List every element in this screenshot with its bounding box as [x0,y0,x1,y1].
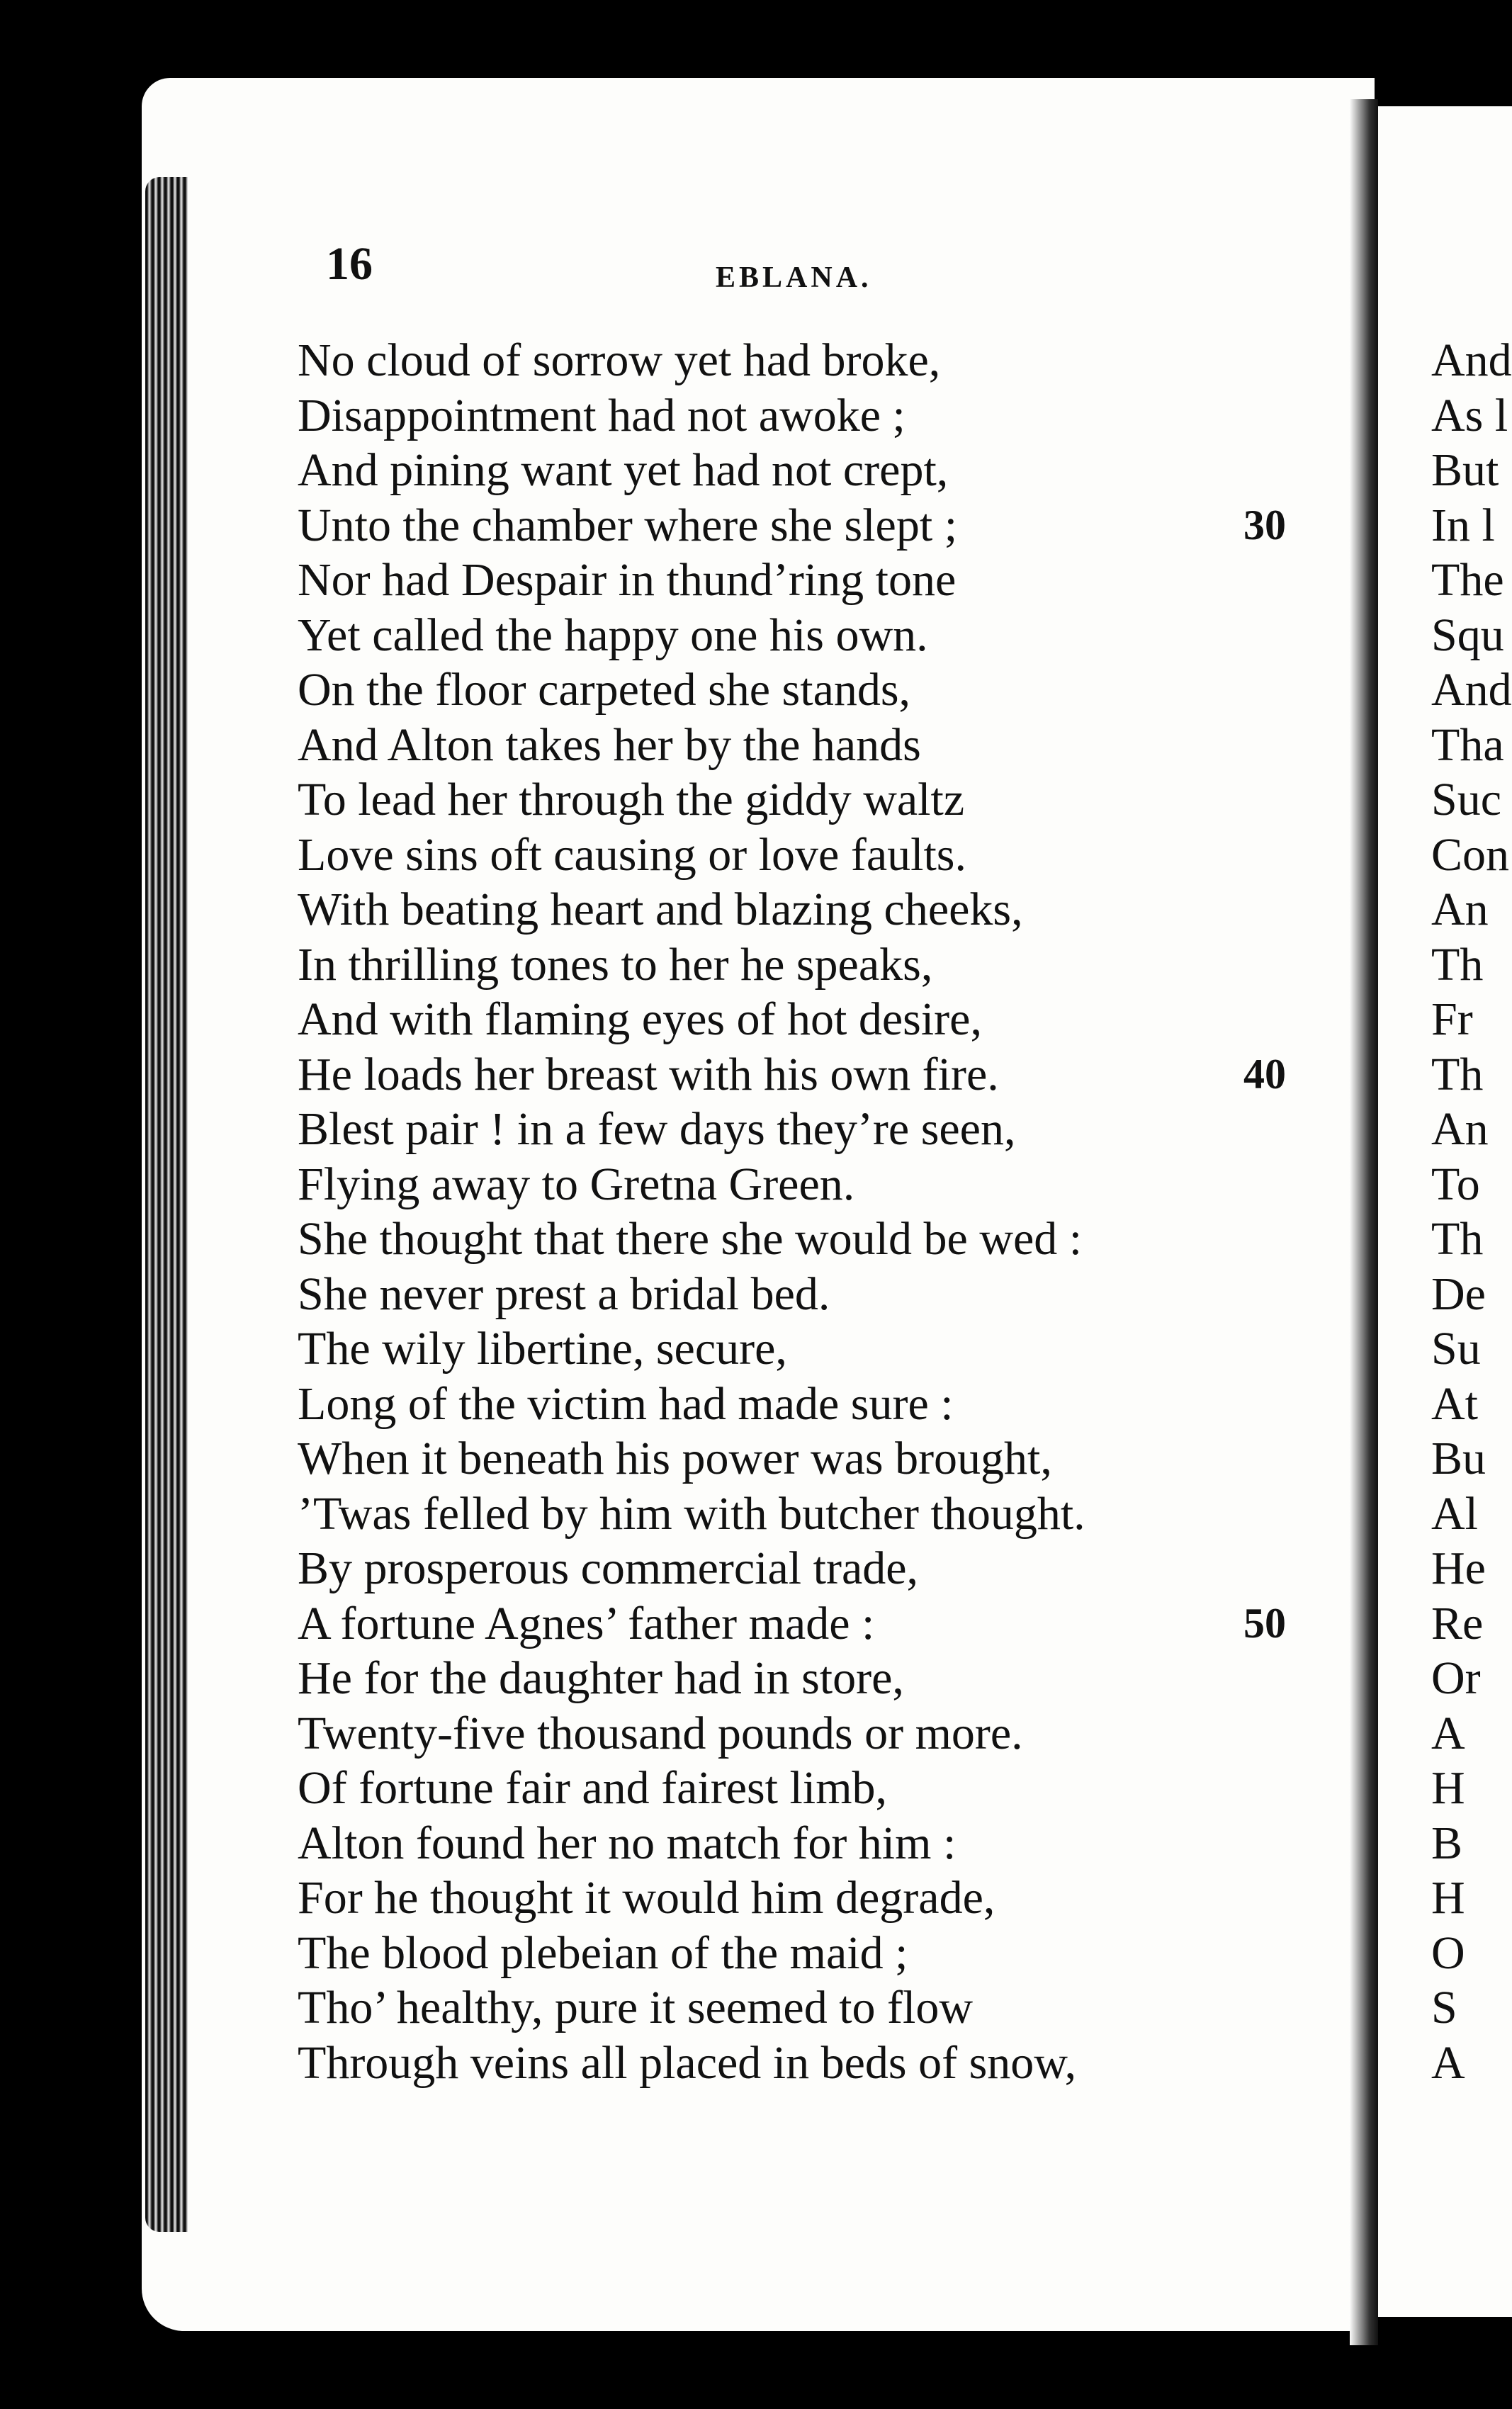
facing-page-line: Squ [1431,609,1504,661]
poem-line: For he thought it would him degrade, [298,1872,995,1924]
line-number: 30 [1243,501,1286,548]
poem-line: She never prest a bridal bed. [298,1268,830,1320]
poem-line: By prosperous commercial trade, [298,1542,919,1594]
page-fore-edges [145,177,188,2232]
poem-line: Twenty-five thousand pounds or more. [298,1707,1023,1759]
poem-line: And pining want yet had not crept, [298,444,949,496]
poem-line: No cloud of sorrow yet had broke, [298,334,941,386]
facing-page-line: An [1431,1103,1489,1155]
poem-line: Love sins oft causing or love faults. [298,828,966,881]
poem-line: Yet called the happy one his own. [298,609,928,661]
poem-line: To lead her through the giddy waltz [298,774,965,825]
poem-line: With beating heart and blazing cheeks, [298,884,1023,935]
poem-line: The blood plebeian of the maid ; [298,1926,908,1979]
page-number: 16 [326,238,373,290]
running-head: EBLANA. [716,261,872,294]
facing-page-text [1431,333,1512,2090]
poem-line: Tho’ healthy, pure it seemed to flow [298,1982,974,2033]
book-gutter [1350,99,1378,2345]
poem-line: ’Twas felled by him with butcher thought. [298,1487,1085,1540]
poem-line: And Alton takes her by the hands [298,718,921,771]
facing-page-line: Tha [1431,718,1504,771]
poem-line: Through veins all placed in beds of snow, [298,2036,1077,2089]
poem-line: Flying away to Gretna Green. [298,1158,855,1210]
facing-page-line: Th [1431,1048,1484,1100]
poem-line: Alton found her no match for him : [298,1817,957,1869]
facing-page-line: Th [1431,1213,1484,1265]
poem-line: Disappointment had not awoke ; [298,389,905,441]
facing-page-line: In l [1431,499,1495,551]
facing-page-line: An [1431,884,1489,935]
facing-page-line: Or [1431,1652,1481,1704]
facing-page-line: Suc [1431,774,1501,825]
poem-line: Long of the victim had made sure : [298,1377,954,1430]
facing-page-line: Con [1431,828,1510,881]
facing-page-line: At [1431,1377,1478,1430]
poem-text [298,333,1290,2090]
facing-page-line: And [1431,664,1512,716]
facing-page-line: To [1431,1158,1480,1210]
facing-page-line: De [1431,1268,1486,1320]
poem-line: Unto the chamber where she slept ; [298,499,958,551]
facing-page-line: H [1431,1762,1465,1814]
line-number: 40 [1243,1050,1286,1098]
facing-page-line: Su [1431,1323,1481,1375]
facing-page-line: B [1431,1817,1463,1869]
facing-page-line: The [1431,554,1504,606]
poem-line: And with flaming eyes of hot desire, [298,993,982,1045]
poem-line: A fortune Agnes’ father made : [298,1597,875,1649]
poem-line: Nor had Despair in thund’ring tone [298,554,957,606]
poem-line: When it beneath his power was brought, [298,1433,1052,1484]
facing-page-line: Bu [1431,1433,1486,1484]
facing-page-line: Re [1431,1597,1484,1649]
facing-page-line: A [1431,1707,1465,1759]
poem-line: Blest pair ! in a few days they’re seen, [298,1103,1016,1155]
facing-page-line: As l [1431,389,1508,441]
facing-page-line: H [1431,1872,1465,1924]
facing-page-line: Fr [1431,993,1473,1045]
poem-line: In thrilling tones to her he speaks, [298,938,933,991]
facing-page-line: A [1431,2036,1465,2089]
poem-line: She thought that there she would be wed : [298,1213,1083,1265]
facing-page-line: But [1431,444,1499,496]
line-number: 50 [1243,1599,1286,1647]
poem-line: He for the daughter had in store, [298,1652,904,1704]
facing-page-line: He [1431,1542,1486,1594]
facing-page-line: Th [1431,938,1484,991]
facing-page-line: And [1431,334,1512,386]
facing-page-line: S [1431,1982,1457,2033]
poem-line: He loads her breast with his own fire. [298,1048,999,1100]
facing-page-line: Al [1431,1487,1478,1540]
poem-line: On the floor carpeted she stands, [298,664,911,716]
poem-line: The wily libertine, secure, [298,1323,787,1375]
poem-line: Of fortune fair and fairest limb, [298,1762,888,1814]
facing-page-line: O [1431,1926,1465,1979]
